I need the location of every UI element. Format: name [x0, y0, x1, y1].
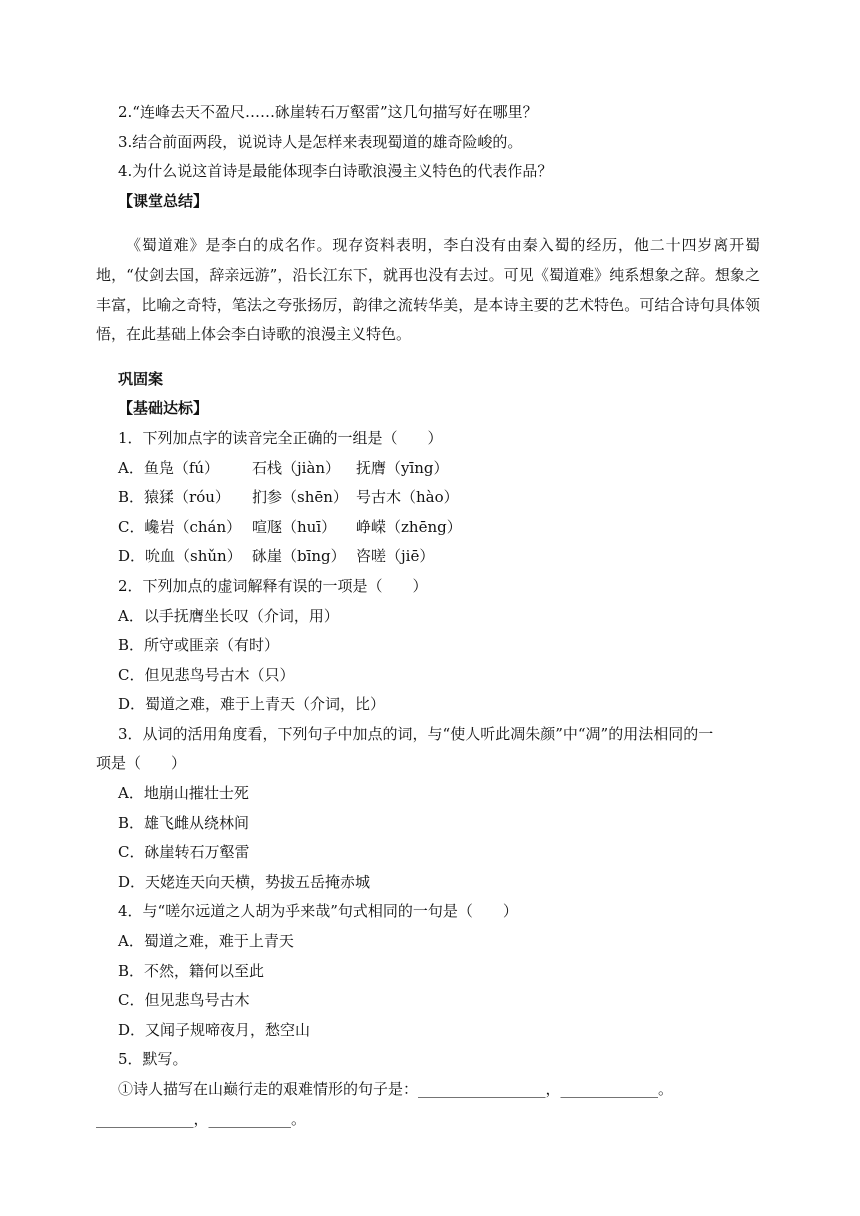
q4-stem: 4．与“嗟尔远道之人胡为乎来哉”句式相同的一句是（ ）	[118, 902, 518, 921]
q1-c-2: 喧豗（huī）	[252, 517, 337, 536]
q1-option-c	[96, 513, 760, 543]
summary-text: 《蜀道难》是李白的成名作。现存资料表明，李白没有由秦入蜀的经历，他二十四岁离开蜀地，“仗剑去国，辞亲远游”，沿长江东下，就再也没有去过。可见《蜀道难》纯系想象之辞。想象之丰富，比喻之奇特，笔法之夸张扬厉，韵律之流转华美，是本诗主要的艺术特色。可结合诗句具体领悟，在此基础上体会李白诗歌的浪漫主义特色。	[96, 236, 760, 344]
question-3: 3.结合前面两段，说说诗人是怎样来表现蜀道的雄奇险峻的。	[118, 132, 523, 151]
q4-option-b: B．不然，籍何以至此	[118, 961, 265, 980]
q4-option-d: D．又闻子规啼夜月，愁空山	[118, 1020, 311, 1039]
basics-heading: 【基础达标】	[118, 399, 209, 418]
q1-a-2: 石栈（jiàn）	[252, 458, 341, 477]
q3-option-b: B．雄飞雌从绕林间	[118, 813, 250, 832]
q1-c-3: 峥嵘（zhēng）	[356, 517, 462, 536]
q2-option-d: D．蜀道之难，难于上青天（介词，比）	[118, 695, 386, 714]
consolidation-title: 巩固案	[118, 369, 164, 388]
q3-option-d: D．天姥连天向天横，势拔五岳掩赤城	[118, 872, 371, 891]
q4-option-c: C．但见悲鸟号古木	[118, 991, 250, 1010]
q1-c-1: C．巉岩（chán）	[118, 517, 242, 536]
q5-fill-line1: ①诗人描写在山巅行走的艰难情形的句子是：_________________，_____________。	[118, 1080, 674, 1098]
q1-b-3: 号古木（hào）	[356, 488, 459, 507]
document-content	[96, 98, 760, 1134]
summary-heading: 【课堂总结】	[118, 191, 209, 210]
q1-b-2: 扪参（shēn）	[252, 488, 348, 507]
q2-stem: 2．下列加点的虚词解释有误的一项是（ ）	[118, 576, 428, 595]
q2-option-c: C．但见悲鸟号古木（只）	[118, 665, 295, 684]
question-4: 4.为什么说这首诗是最能体现李白诗歌浪漫主义特色的代表作品？	[118, 162, 553, 181]
q5-fill-line2: _____________，___________。	[96, 1109, 307, 1128]
q1-b-1: B．猿猱（róu）	[118, 488, 230, 507]
q2-option-a: A．以手抚膺坐长叹（介词，用）	[118, 606, 339, 625]
q3-option-c: C．砯崖转石万壑雷	[118, 843, 250, 862]
q1-option-b	[96, 483, 760, 513]
q4-option-a: A．蜀道之难，难于上青天	[118, 932, 294, 951]
q3-stem-line1: 3．从词的活用角度看，下列句子中加点的词，与“使人听此凋朱颜”中“凋”的用法相同的一	[118, 724, 714, 743]
q1-d-1: D．吮血（shǔn）	[118, 547, 242, 566]
q1-d-3: 咨嗟（jiē）	[356, 547, 435, 566]
q1-option-a	[96, 454, 760, 484]
q3-option-a: A．地崩山摧壮士死	[118, 784, 249, 803]
question-2: 2.“连峰去天不盈尺……砯崖转石万壑雷”这几句描写好在哪里？	[118, 103, 538, 121]
q1-stem: 1．下列加点字的读音完全正确的一组是（ ）	[118, 428, 443, 447]
q5-stem: 5．默写。	[118, 1050, 188, 1069]
q2-option-b: B．所守或匪亲（有时）	[118, 636, 280, 655]
q1-option-d	[96, 542, 760, 572]
q1-d-2: 砯崖（bīng）	[252, 547, 346, 566]
q1-a-3: 抚膺（yīng）	[356, 458, 449, 477]
q3-stem-line2: 项是（ ）	[96, 754, 187, 773]
q1-a-1: A．鱼凫（fú）	[118, 458, 220, 477]
